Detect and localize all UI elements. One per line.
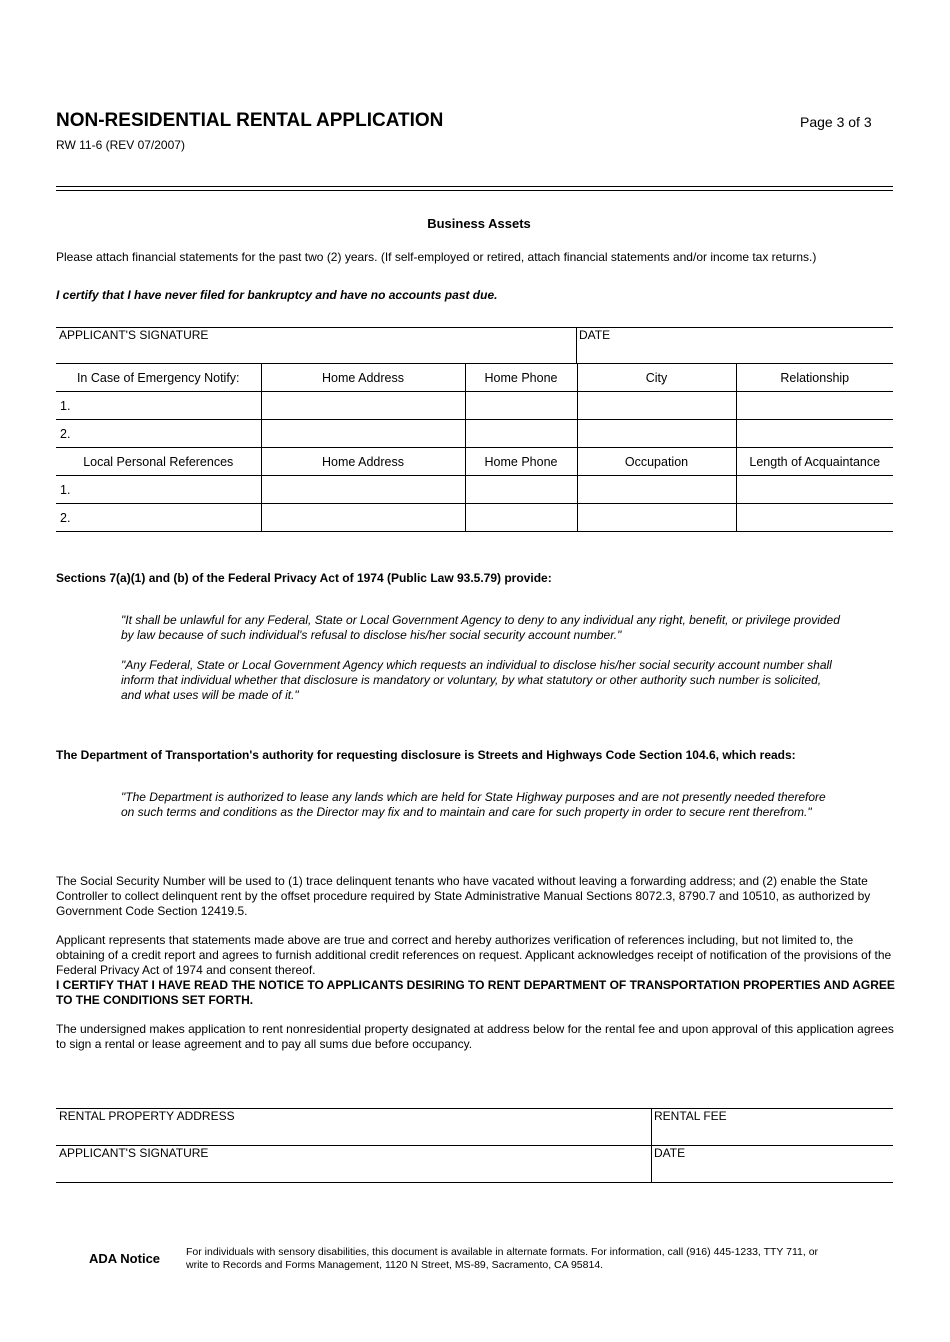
emergency-relationship-1[interactable]: [736, 392, 893, 420]
date-field-2[interactable]: [656, 1162, 889, 1181]
emergency-phone-2[interactable]: [465, 420, 577, 448]
privacy-act-heading: Sections 7(a)(1) and (b) of the Federal Privacy Act of 1974 (Public Law 93.5.79) provide:: [56, 571, 552, 585]
dot-authority-heading: The Department of Transportation's authority for requesting disclosure is Streets and Highways Code Section 104.6, which reads:: [56, 748, 796, 762]
home-address-header: Home Address: [261, 364, 465, 392]
reference-acquaintance-2[interactable]: [736, 504, 893, 532]
reference-phone-1[interactable]: [465, 476, 577, 504]
emergency-phone-1[interactable]: [465, 392, 577, 420]
form-title: NON-RESIDENTIAL RENTAL APPLICATION: [56, 110, 444, 131]
table-row: [56, 392, 893, 420]
applicant-signature-field[interactable]: [59, 330, 571, 362]
certify-notice: I CERTIFY THAT I HAVE READ THE NOTICE TO APPLICANTS DESIRING TO RENT DEPARTMENT OF TRANSPORTATION PROPERTIES AND AGREE TO THE CONDITIONS SET FORTH.: [56, 978, 895, 1007]
reference-address-2[interactable]: [261, 504, 465, 532]
emergency-city-2[interactable]: [577, 420, 736, 448]
header-divider: [56, 186, 893, 191]
privacy-quote-1: "It shall be unlawful for any Federal, State or Local Government Agency to deny to any individual any right, benefit, or privilege provided by law because of such individual's refusal to disclose his/her social security account number.": [121, 613, 840, 642]
emergency-name-1[interactable]: 1.: [56, 392, 261, 420]
occupation-header: Occupation: [577, 448, 736, 476]
table-row: [56, 504, 893, 532]
rental-details-box: [56, 1108, 893, 1183]
reference-acquaintance-1[interactable]: [736, 476, 893, 504]
privacy-quote-2: "Any Federal, State or Local Government Agency which requests an individual to disclose his/her social security account number shall inform that individual whether that disclosure is mandatory or voluntary, by what statutory or other authority such number is solicited, and what uses will be made of it.": [121, 658, 832, 702]
applicant-signature-field-2[interactable]: [59, 1162, 647, 1181]
rental-address-field[interactable]: [59, 1125, 647, 1143]
table-row: [56, 420, 893, 448]
reference-phone-2[interactable]: [465, 504, 577, 532]
emergency-header-row: [56, 364, 893, 392]
signature-date-divider: [576, 328, 577, 364]
rental-fee-field[interactable]: [656, 1125, 889, 1143]
business-assets-heading: Business Assets: [427, 216, 531, 231]
applicant-signature-row: [56, 327, 893, 363]
city-header: City: [577, 364, 736, 392]
form-code: RW 11-6 (REV 07/2007): [56, 138, 185, 152]
relationship-header: Relationship: [736, 364, 893, 392]
rental-fee-label: RENTAL FEE: [654, 1109, 727, 1123]
reference-name-1[interactable]: 1.: [56, 476, 261, 504]
financial-instructions: Please attach financial statements for the past two (2) years. (If self-employed or retired, attach financial statements and/or income tax returns.): [56, 250, 817, 264]
undersigned-paragraph: The undersigned makes application to rent nonresidential property designated at address below for the rental fee and upon approval of this application agrees to sign a rental or lease agreement and to pay all sums due before occupancy.: [56, 1022, 894, 1051]
emergency-address-1[interactable]: [261, 392, 465, 420]
ada-notice-label: ADA Notice: [89, 1251, 161, 1266]
references-header: Local Personal References: [56, 448, 261, 476]
references-header-row: [56, 448, 893, 476]
contacts-table: [56, 363, 893, 532]
table-row: [56, 476, 893, 504]
reference-name-2[interactable]: 2.: [56, 504, 261, 532]
emergency-city-1[interactable]: [577, 392, 736, 420]
date-label: DATE: [579, 328, 611, 342]
ref-home-address-header: Home Address: [261, 448, 465, 476]
applicant-signature-label-2: APPLICANT'S SIGNATURE: [59, 1146, 209, 1160]
representation-paragraph: Applicant represents that statements made above are true and correct and hereby authorizes verification of references including, but not limited to, the obtaining of a credit report and agrees to furnish additional credit references on request. Applicant acknowledges receipt of notification of the provisions of the Federal Privacy Act of 1974 and consent thereof.: [56, 933, 892, 977]
ada-notice-text: For individuals with sensory disabilities, this document is available in alternate formats. For information, call (916) 445-1233, TTY 711, or write to Records and Forms Management, 1120 N Street, MS-89, Sacramento, CA 95814.: [186, 1246, 819, 1271]
page-number: Page 3 of 3: [800, 114, 872, 130]
ssn-usage-paragraph: The Social Security Number will be used to (1) trace delinquent tenants who have vacated without leaving a forwarding address; and (2) enable the State Controller to collect delinquent rent by the offset procedure required by State Administrative Manual Sections 8072.3, 8790.7 and 10510, as authorized by Government Code Section 12419.5.: [56, 874, 871, 918]
rental-address-label: RENTAL PROPERTY ADDRESS: [59, 1109, 235, 1123]
emergency-relationship-2[interactable]: [736, 420, 893, 448]
rental-box-vertical-divider: [651, 1109, 652, 1183]
date-field[interactable]: [581, 330, 889, 362]
emergency-address-2[interactable]: [261, 420, 465, 448]
applicant-signature-label: APPLICANT'S SIGNATURE: [59, 328, 209, 342]
home-phone-header: Home Phone: [465, 364, 577, 392]
emergency-name-2[interactable]: 2.: [56, 420, 261, 448]
reference-address-1[interactable]: [261, 476, 465, 504]
reference-occupation-1[interactable]: [577, 476, 736, 504]
bankruptcy-certification: I certify that I have never filed for bankruptcy and have no accounts past due.: [56, 288, 498, 302]
reference-occupation-2[interactable]: [577, 504, 736, 532]
dot-authority-quote: "The Department is authorized to lease any lands which are held for State Highway purposes and are not presently needed therefore on such terms and conditions as the Director may fix and to maintain and care for such property in order to secure rent therefrom.": [121, 790, 826, 819]
date-label-2: DATE: [654, 1146, 686, 1160]
acquaintance-header: Length of Acquaintance: [736, 448, 893, 476]
emergency-notify-header: In Case of Emergency Notify:: [56, 364, 261, 392]
ref-home-phone-header: Home Phone: [465, 448, 577, 476]
